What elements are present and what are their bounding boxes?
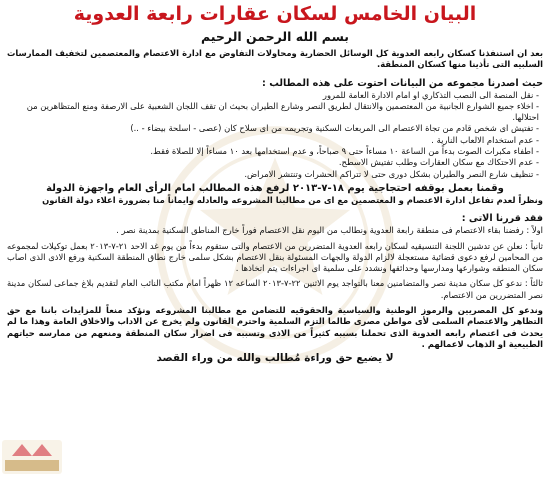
- corner-logo-icon: [2, 440, 62, 474]
- decision-item: ثانياً : نعلن عن تدشين اللجنة التنسيقيه لسكان رابعه العدوية المتضررين من الاعتصام والتى ستقوم بدءاً من يوم غد الاحد ٢١-٧-٢٠١٣ بعمل توكيلات لمجموعه من المحامين لرفع دعوى قضائية مستعجلة لالزام الدولة والجهات المسئولة بنقل الاعتصام بشكل سلمى خارج نطاق المنطقة السكنية ورفع الاذى الذى اصاب سكان المنطقه وشوارعها ومدارسها وحدائقها ونشدد على سلمية اى اجراءات يتم اتخاذها .: [7, 240, 543, 274]
- demands-list: [7, 90, 543, 180]
- list-item: - اطفاء مكبرات الصوت بدءاً من الساعة ١٠ مساءاً حتى ٩ صباحاً، و عدم استخدامها بعد ١٠ مساءاً إلا للصلاة فقط.: [150, 146, 539, 157]
- closing-paragraph: وندعو كل المصريين والرموز الوطنية والسياسية والحقوقيه للتضامن مع مطالبنا المشروعه ونؤكد منعاً للمزايدات باننا مع حق التظاهر والاعتصام السلمى لأى مواطن مصرى طالما التزم السلمية واحترم القانون ولم يخرج عن الاداب والاخلاق العامة وهذا ما لم يحدث فى اعتصام رابعه العدوية الذى تحملنا بسببه كثيراً من الاذى وتسببه فى اضرار سكان المنطقة ومنعهم من ممارسه حياتهم الطبيعية او الذهاب لاعمالهم .: [7, 305, 543, 349]
- list-item: - تنظيف شارع النصر والطيران بشكل دورى حتى لا تتراكم الحشرات وتنتشر الامراض.: [244, 168, 539, 179]
- protest-heading: وقمنا بعمل بوقفه احتجاجية يوم ١٨-٧-٢٠١٣ لرفع هذه المطالب امام الرأى العام واجهزة الدولة: [46, 182, 504, 194]
- list-item: - اخلاء جميع الشوارع الجانبية من المعتصمين والانتقال لطريق النصر وشارع الطيران بحيث ان تقف اللجان الشعبية على الارصفة ومنع المتظاهرين من احتلالها.: [26, 100, 539, 123]
- list-item: - عدم الاحتكاك مع سكان العقارات وطلب تفتيش الاسطح.: [338, 157, 539, 168]
- decision-heading: فقد قررنا الاتى :: [461, 213, 543, 225]
- decision-item: ثالثاً : ندعو كل سكان مدينة نصر والمتضامنين معنا بالتواجد يوم الاثنين ٢٢-٧-٢٠١٣ الساعه ١٢ ظهراً امام مكتب النائب العام لتقديم بلاغ جماعى لسكان مدينة نصر المتضررين من الاعتصام.: [7, 278, 543, 300]
- list-item: - تفتيش اى شخص قادم من تجاة الاعتصام الى المربعات السكنية وتجريمه من اى سلاح كان (عصى - اسلحة بيضاء - ..): [130, 123, 539, 134]
- demands-heading: حيث اصدرنا مجموعه من البيانات احتوت على هذه المطالب :: [262, 77, 543, 89]
- list-item: - عدم استخدام الالعاب النارية .: [431, 134, 539, 145]
- basmala: بسم الله الرحمن الرحيم: [201, 29, 349, 44]
- decision-item: اولاً : رفضنا بقاء الاعتصام فى منطقة رابعة العدوية ونطالب من اليوم نقل الاعتصام فوراً خارج المناطق السكنية بمدينة نصر .: [116, 225, 543, 236]
- page-title: البيان الخامس لسكان عقارات رابعة العدوية: [73, 3, 477, 25]
- protest-paragraph: ونظراً لعدم تفاعل ادارة الاعتصام و المعتصمين مع اى من مطالبنا المشروعه والعادله وايماناً منا بضرورة اعلاء دولة القانون: [42, 194, 543, 205]
- list-item: - نقل المنصة الى النصب التذكاري او امام الادارة العامة للمرور: [322, 89, 539, 100]
- intro-paragraph: بعد ان استنفذنا كسكان رابعه العدوية كل الوسائل الحضارية ومحاولات التفاوض مع ادارة الاعتصام والمعتصمين لتخفيف الممارسات السلبيه التى تأذينا منها كسكان المنطقة.: [7, 48, 543, 70]
- final-line: لا يضيع حق وراءة مُطالب والله من وراء القصد: [156, 352, 394, 365]
